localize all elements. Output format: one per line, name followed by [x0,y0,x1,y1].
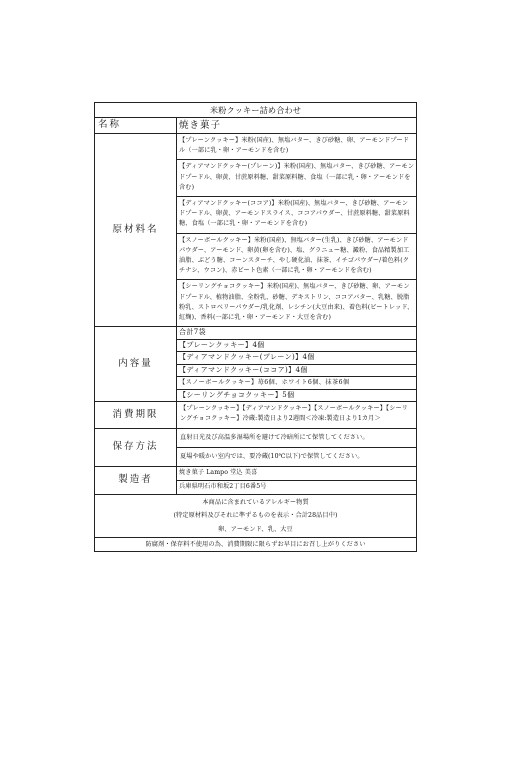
allergy-scope: (特定原材料及びそれに準ずるものを表示・合計28品目中) [173,512,338,520]
contents-label: 内容量 [95,327,177,402]
ingredient-item: 【プレーンクッキー】米粉(国産)、無塩バター、きび砂糖、卵、アーモンドプードル（一部に乳・卵・アーモンドを含む) [177,134,417,160]
label-title: 米粉クッキー詰め合わせ [95,103,417,118]
expiry-label: 消費期限 [95,402,177,428]
manufacturer-label: 製造者 [95,467,177,495]
contents-line: 【スノーボールクッキー】苺6個、ホワイト6個、抹茶6個 [177,377,417,390]
allergy-row [95,494,417,538]
manufacturer-row [95,467,417,481]
food-label-table [94,102,417,552]
title-row [95,103,417,118]
contents-line: 【プレーンクッキー】4個 [177,339,417,352]
expiry-value: 【プレーンクッキー】【ディアマンドクッキー】【スノーボールクッキー】【シーリングチョコクッキー】冷蔵:製造日より2週間＜冷凍:製造日より1カ月＞ [177,402,417,428]
ingredients-label: 原材料名 [95,134,177,327]
name-label: 名称 [95,118,177,134]
storage-label: 保存方法 [95,428,177,466]
expiry-row [95,402,417,428]
allergy-list: 卵、アーモンド、乳、大豆 [218,525,293,533]
ingredient-item: 【ディアマンドクッキー(ココア)】米粉(国産)、無塩バター、きび砂糖、アーモンドプードル、卵黄、アーモンドスライス、ココアパウダー、甘蔗原料糖、甜菜原料糖、食塩（一部に乳・卵・アーモンドを含む) [177,197,417,234]
storage-row [95,428,417,447]
name-row [95,118,417,134]
manufacturer-address: 兵庫県明石市和坂2丁目6番5号 [177,480,417,494]
contents-line: 【ディアマンドクッキー(プレーン)】4個 [177,352,417,365]
allergy-info [95,494,417,538]
ingredients-row [95,134,417,160]
storage-line: 直射日光及び高温多湿場所を避けて冷暗所にて保管してください。 [177,428,417,447]
ingredient-item: 【シーリングチョコクッキー】米粉(国産)、無塩バター、きび砂糖、卵、アーモンドプードル、植物油脂、全粉乳、砂糖、デキストリン、ココアバター、乳糖、脱脂粉乳、ストロベリーパウダー/乳化剤、レシチン(大豆由来)、着色料(ビートレッド、紅麹)、香料(一部に乳・卵・アーモンド・大豆を含む) [177,280,417,327]
contents-row [95,327,417,340]
preservative-note: 防腐剤・保存料不使用の為、消費期限に限らずお早目にお召し上がりください [95,538,417,552]
ingredient-item: 【ディアマンドクッキー(プレーン)】米粉(国産)、無塩バター、きび砂糖、アーモンドプードル、卵黄、甘蔗原料糖、甜菜原料糖、食塩（一部に乳・卵・アーモンドを含む) [177,160,417,197]
contents-line: 【ディアマンドクッキー(ココア)】4個 [177,364,417,377]
storage-line: 夏場や暖かい室内では、要冷蔵(10℃以下)で保管してください。 [177,447,417,466]
footer-row [95,538,417,552]
ingredient-item: 【スノーボールクッキー】米粉(国産)、無塩バター(生乳)、きび砂糖、アーモンドパウダー、アーモンド、卵黄(卵を含む)、塩、グラニュー糖、澱粉、食品精製加工油脂、ぶどう糖、コーンスターチ、やし硬化油、抹茶、イチゴパウダー/着色料(クチナシ、ウコン)、赤ビート色素（一部に乳・卵・アーモンドを含む) [177,233,417,280]
manufacturer-name: 焼き菓子 Lampo 堂込 美喜 [177,467,417,481]
name-value: 焼き菓子 [177,118,417,134]
contents-line: 【シーリングチョコクッキー】5個 [177,389,417,402]
contents-line: 合計7袋 [177,327,417,340]
allergy-heading: 本商品に含まれているアレルギー物質 [202,498,309,506]
